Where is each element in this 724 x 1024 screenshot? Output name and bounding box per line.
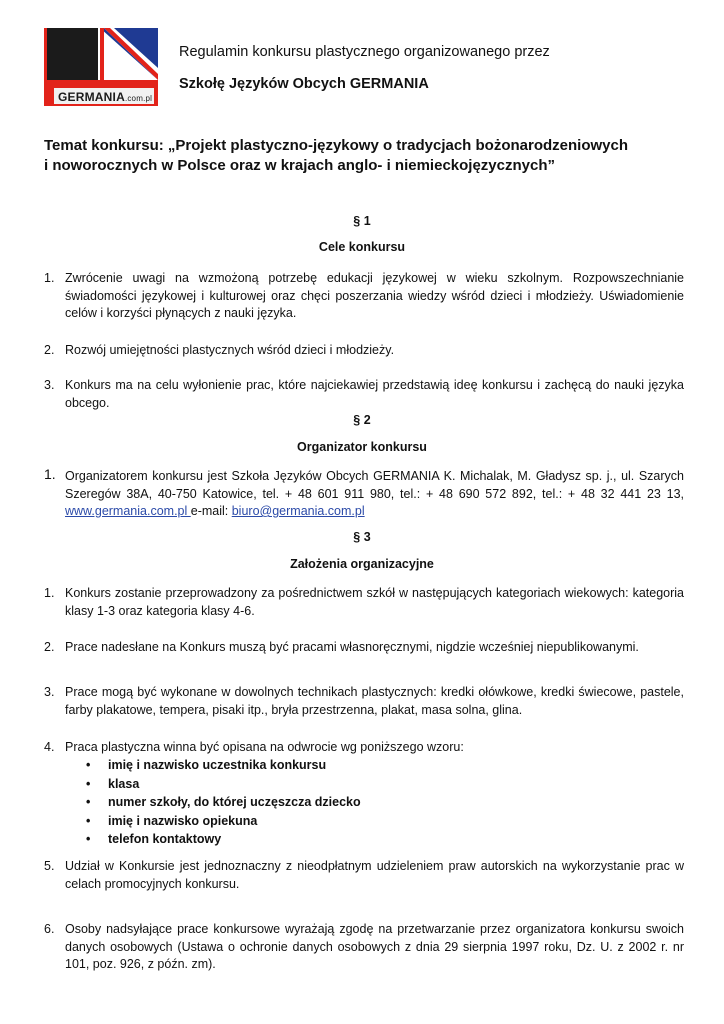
section-2-title: Organizator konkursu (297, 440, 427, 454)
list-item: 3. Konkurs ma na celu wyłonienie prac, które najciekawiej przedstawią ideę konkursu i zachęcą do nauki języka obcego. (44, 378, 684, 410)
bullet-item: • imię i nazwisko opiekuna (86, 812, 361, 831)
list-item: 4. Praca plastyczna winna być opisana na odwrocie wg poniższego wzoru: (44, 740, 464, 754)
logo-wordmark: GERMANIA.com.pl (58, 90, 153, 104)
bullet-item: • imię i nazwisko uczestnika konkursu (86, 756, 361, 775)
section-2-mark: § 2 (353, 413, 371, 427)
section-3-title: Założenia organizacyjne (290, 557, 434, 571)
bullet-item: • klasa (86, 775, 361, 794)
list-item: 1. Organizatorem konkursu jest Szkoła Języków Obcych GERMANIA K. Michalak, M. Gładysz sp. j., ul. Szarych Szeregów 38A, 40-750 Katowice, tel. + 48 601 911 980, tel.: + 48 690 572 892, tel.: + 48 32 441 23 13, www.germania.com.pl e-mail: biuro@germania.com.pl (44, 466, 684, 518)
germania-logo (44, 28, 160, 108)
contest-topic: Temat konkursu: „Projekt plastyczno-językowy o tradycjach bożonarodzeniowych i noworocznych w Polsce oraz w krajach anglo- i niemieckojęzycznych” (44, 137, 629, 174)
list-item: 3. Prace mogą być wykonane w dowolnych technikach plastycznych: kredki ołówkowe, kredki świecowe, pastele, farby plakatowe, tempera, pisaki itp., bryła przestrzenna, plakat, masa solna, glina. (44, 685, 684, 717)
email-link[interactable]: biuro@germania.com.pl (231, 504, 365, 518)
section-1-mark: § 1 (353, 214, 371, 228)
website-link[interactable]: www.germania.com.pl (65, 504, 191, 518)
section-3-mark: § 3 (353, 530, 371, 544)
organizer-title: Szkołę Języków Obcych GERMANIA (179, 76, 429, 92)
list-item: 2. Prace nadesłane na Konkurs muszą być pracami własnoręcznymi, nigdzie wcześniej niepublikowanymi. (44, 640, 639, 654)
bullet-list (86, 756, 361, 849)
bullet-item: • numer szkoły, do której uczęszcza dziecko (86, 793, 361, 812)
list-item: 5. Udział w Konkursie jest jednoznaczny z nieodpłatnym udzieleniem praw autorskich na wykorzystanie prac w celach promocyjnych konkursu. (44, 859, 684, 891)
section-1-title: Cele konkursu (318, 240, 406, 254)
list-item: 2. Rozwój umiejętności plastycznych wśród dzieci i młodzieży. (44, 343, 395, 357)
list-item: 1. Zwrócenie uwagi na wzmożoną potrzebę edukacji językowej w wieku szkolnym. Rozpowszechnianie świadomości językowej i kulturowej oraz chęci poszerzania wiedzy wśród dzieci i młodzieży. Uświadomienie celów i korzyści płynących z nauki języka. (44, 271, 684, 320)
list-item: 1. Konkurs zostanie przeprowadzony za pośrednictwem szkół w następujących kategoriach wiekowych: kategoria klasy 1-3 oraz kategoria klasy 4-6. (44, 586, 684, 618)
list-item: 6. Osoby nadsyłające prace konkursowe wyrażają zgodę na przetwarzanie przez organizatora konkursu swoich danych osobowych (Ustawa o ochronie danych osobowych z dnia 29 sierpnia 1997 roku, Dz. U. z 2002 r. nr 101, poz. 926, z późn. zm). (44, 922, 684, 971)
regulation-title: Regulamin konkursu plastycznego organizowanego przez (179, 44, 550, 60)
bullet-item: • telefon kontaktowy (86, 830, 361, 849)
